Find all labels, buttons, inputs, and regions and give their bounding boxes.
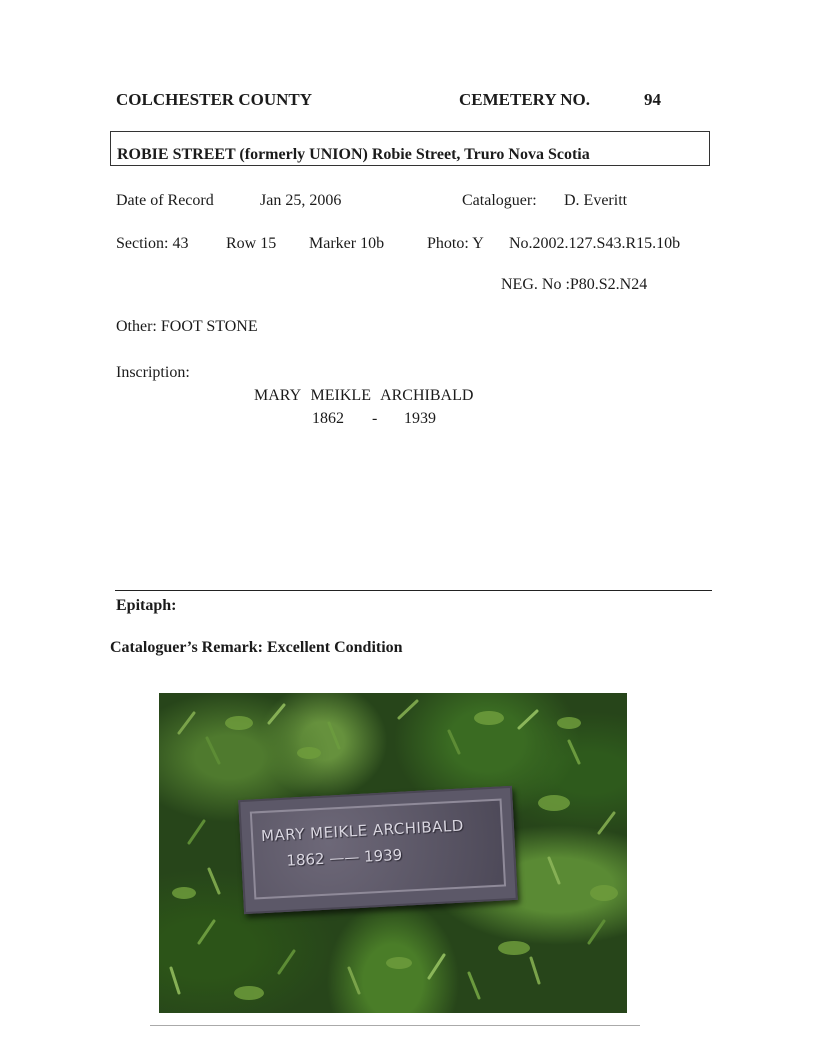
photo-field: Photo: Y <box>427 235 484 252</box>
footer-rule <box>150 1025 640 1026</box>
marker-field: Marker 10b <box>309 235 385 252</box>
date-of-record-label: Date of Record <box>116 192 214 209</box>
inscription-separator: - <box>372 410 378 427</box>
county-heading: COLCHESTER COUNTY <box>116 90 313 109</box>
section-divider <box>115 590 712 591</box>
location-text: ROBIE STREET (formerly UNION) Robie Street, Truro Nova Scotia <box>117 146 590 163</box>
gravestone-photo <box>159 693 627 1013</box>
cataloguer-remark: Cataloguer’s Remark: Excellent Condition <box>110 639 403 656</box>
plaque-name: MARY MEIKLE ARCHIBALD <box>260 816 465 846</box>
inscription-birth-year: 1862 <box>312 410 344 427</box>
cataloguer-value: D. Everitt <box>564 192 628 209</box>
section-field: Section: 43 <box>116 235 189 252</box>
plaque-face <box>250 798 506 899</box>
photo-number-field: No.2002.127.S43.R15.10b <box>509 235 681 252</box>
inscription-name: MARY MEIKLE ARCHIBALD <box>254 387 474 404</box>
epitaph-label: Epitaph: <box>116 597 177 614</box>
negative-number-field: NEG. No :P80.S2.N24 <box>501 276 648 293</box>
date-of-record-value: Jan 25, 2006 <box>260 192 342 209</box>
cemetery-label: CEMETERY NO. <box>459 90 591 109</box>
row-field: Row 15 <box>226 235 277 252</box>
grave-marker-plaque <box>238 786 518 914</box>
inscription-label: Inscription: <box>116 364 190 381</box>
cemetery-number: 94 <box>644 90 661 109</box>
plaque-dates: 1862 —— 1939 <box>285 845 403 870</box>
inscription-death-year: 1939 <box>404 410 436 427</box>
other-field: Other: FOOT STONE <box>116 318 258 335</box>
cataloguer-label: Cataloguer: <box>462 192 537 209</box>
location-box <box>110 131 710 166</box>
